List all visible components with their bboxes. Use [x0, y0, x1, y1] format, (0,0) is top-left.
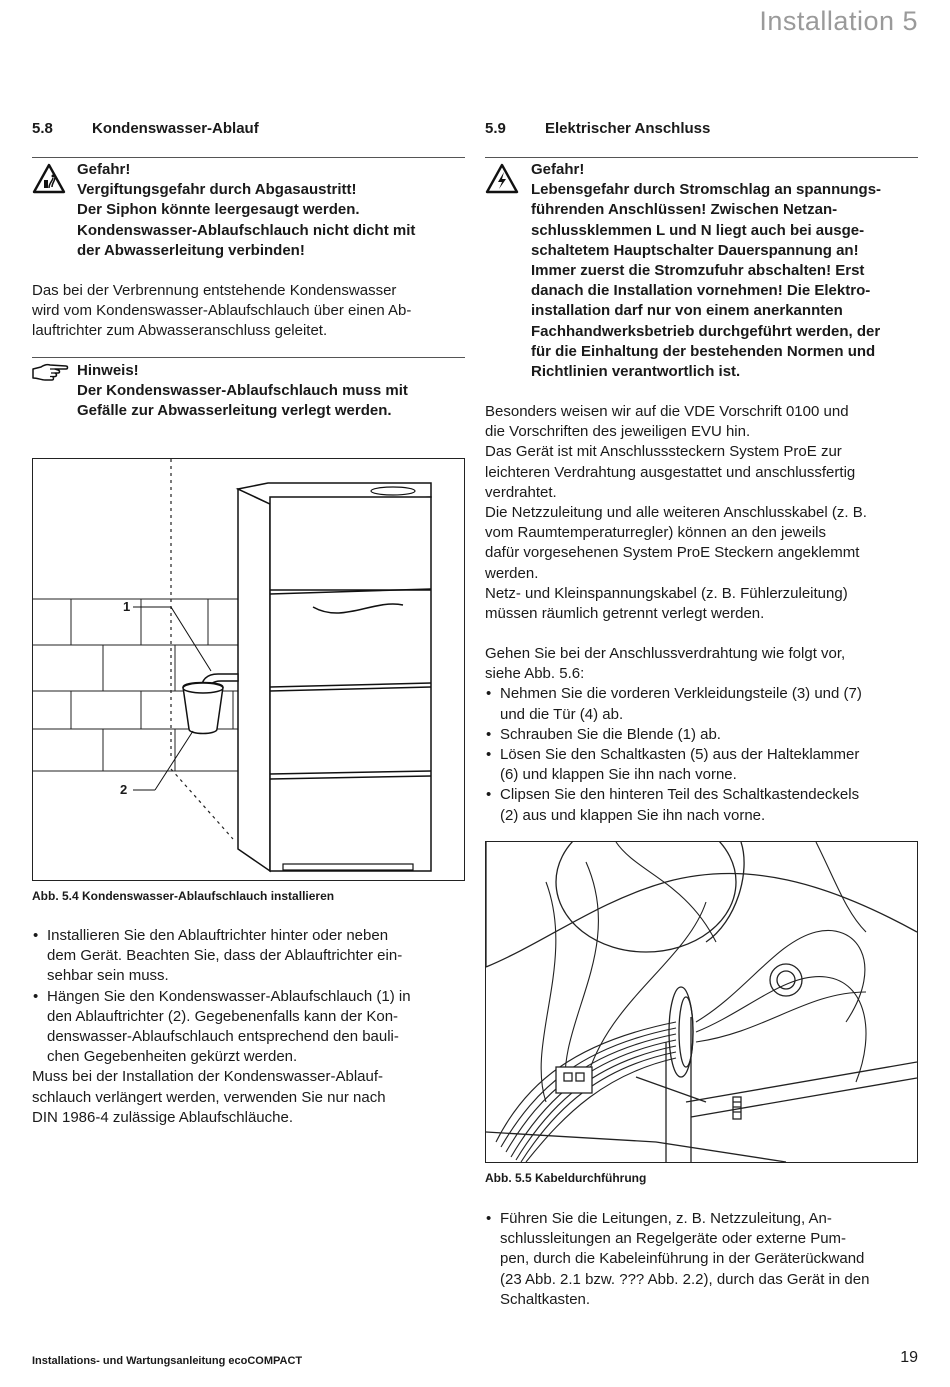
text-line: denswasser-Ablaufschlauch entsprechend den bauli-	[47, 1028, 399, 1046]
text-line: • Hängen Sie den Kondenswasser-Ablaufschlauch (1) in	[47, 987, 411, 1005]
intro-paragraph	[32, 281, 411, 342]
section-divider	[485, 157, 918, 158]
text-line: Schaltkasten.	[500, 1290, 591, 1308]
figure-caption-5-4: Abb. 5.4 Kondenswasser-Ablaufschlauch installieren	[32, 889, 335, 903]
condensate-hose-illustration	[33, 459, 464, 880]
figure-label-2: 2	[120, 782, 128, 797]
section-title: Kondenswasser-Ablauf	[92, 120, 259, 137]
vde-paragraph	[485, 402, 867, 624]
danger-warning-right	[531, 160, 881, 382]
section-number: 5.9	[485, 120, 506, 137]
note-divider	[32, 357, 465, 358]
text-line: Das bei der Verbrennung entstehende Kondenswasser	[32, 282, 397, 299]
text-line: siehe Abb. 5.6:	[485, 665, 585, 683]
text-line: (6) und klappen Sie ihn nach vorne.	[500, 766, 737, 784]
note-box	[77, 361, 408, 422]
section-heading-5-8	[32, 120, 259, 137]
warning-line: Der Siphon könnte leergesaugt werden.	[77, 201, 360, 219]
text-line: (2) aus und klappen Sie ihn nach vorne.	[500, 806, 766, 824]
note-title: Hinweis!	[77, 362, 139, 379]
text-line: • Nehmen Sie die vorderen Verkleidungsteile (3) und (7)	[500, 685, 862, 703]
warning-line: installation darf nur von einem anerkannten	[531, 302, 843, 320]
footer-manual-title: Installations- und Wartungsanleitung ecoCOMPACT	[32, 1355, 303, 1367]
text-line: • Führen Sie die Leitungen, z. B. Netzzuleitung, An-	[500, 1210, 832, 1227]
warning-line: Lebensgefahr durch Stromschlag an spannungs-	[531, 181, 882, 199]
text-line: schlussleitungen an Regelgeräte oder externe Pum-	[500, 1230, 847, 1248]
section-heading-5-9	[485, 120, 710, 137]
section-divider	[32, 157, 465, 158]
toxic-gas-warning-icon	[32, 163, 66, 200]
warning-line: Vergiftungsgefahr durch Abgasaustritt!	[77, 181, 357, 199]
text-line: dem Gerät. Beachten Sie, dass der Ablauftrichter ein-	[47, 947, 403, 965]
text-line: vom Raumtemperaturregler) können an den jeweils	[485, 524, 827, 542]
text-line: Gehen Sie bei der Anschlussverdrahtung wie folgt vor,	[485, 645, 846, 662]
wiring-steps	[485, 644, 918, 826]
warning-line: der Abwasserleitung verbinden!	[77, 241, 305, 259]
warning-line: Kondenswasser-Ablaufschlauch nicht dicht mit	[77, 221, 416, 239]
install-instructions-list	[32, 926, 465, 1128]
text-line: Muss bei der Installation der Kondenswasser-Ablauf-	[32, 1068, 384, 1086]
warning-line: danach die Installation vornehmen! Die Elektro-	[531, 282, 871, 300]
warning-line: schaltetem Hauptschalter Dauerspannung an!	[531, 241, 859, 259]
text-line: müssen räumlich getrennt verlegt werden.	[485, 605, 765, 623]
figure-cable-feedthrough	[485, 841, 918, 1163]
text-line: sehbar sein muss.	[47, 967, 169, 985]
text-line: • Clipsen Sie den hinteren Teil des Schaltkastendeckels	[500, 786, 860, 804]
text-line: die Vorschriften des jeweiligen EVU hin.	[485, 423, 751, 441]
list-item	[485, 785, 918, 825]
figure-caption-5-5: Abb. 5.5 Kabeldurchführung	[485, 1171, 647, 1185]
warning-line: schlussklemmen L und N liegt auch bei ausge-	[531, 221, 865, 239]
text-line: Die Netzzuleitung und alle weiteren Anschlusskabel (z. B.	[485, 504, 867, 522]
text-line: schlauch verlängert werden, verwenden Sie nur nach	[32, 1088, 386, 1106]
note-line: Der Kondenswasser-Ablaufschlauch muss mit	[77, 382, 408, 400]
text-line: und die Tür (4) ab.	[500, 705, 624, 723]
text-line: pen, durch die Kabeleinführung in der Geräterückwand	[500, 1250, 865, 1268]
text-line: Das Gerät ist mit Anschlusssteckern System ProE zur	[485, 443, 842, 461]
figure-label-1: 1	[123, 599, 131, 614]
note-line: Gefälle zur Abwasserleitung verlegt werden.	[77, 402, 392, 420]
section-title: Elektrischer Anschluss	[545, 120, 711, 137]
list-item	[485, 745, 918, 785]
section-number: 5.8	[32, 120, 53, 137]
text-line: • Lösen Sie den Schaltkasten (5) aus der Halteklammer	[500, 746, 860, 764]
text-line: lauftrichter zum Abwasseranschluss geleitet.	[32, 322, 328, 340]
warning-title: Gefahr!	[77, 161, 131, 178]
cable-routing-instruction	[485, 1209, 918, 1310]
text-line: leichteren Verdrahtung ausgestattet und anschlussfertig	[485, 463, 856, 481]
cable-feedthrough-illustration	[486, 842, 917, 1162]
danger-warning-left	[77, 160, 415, 261]
figure-condensate-hose	[32, 458, 465, 881]
page-number: 19	[900, 1349, 918, 1366]
text-line: Netz- und Kleinspannungskabel (z. B. Fühlerzuleitung)	[485, 584, 848, 602]
text-line: (23 Abb. 2.1 bzw. ??? Abb. 2.2), durch das Gerät in den	[500, 1270, 870, 1288]
text-line: chen Gegebenheiten gekürzt werden.	[47, 1048, 298, 1066]
text-line: • Schrauben Sie die Blende (1) ab.	[500, 725, 721, 743]
warning-line: Richtlinien verantwortlich ist.	[531, 363, 741, 381]
warning-line: Immer zuerst die Stromzufuhr abschalten! Erst	[531, 262, 865, 280]
warning-line: führenden Anschlüssen! Zwischen Netzan-	[531, 201, 838, 219]
text-line: verdrahtet.	[485, 483, 557, 501]
list-item	[485, 1209, 918, 1310]
warning-title: Gefahr!	[531, 161, 585, 178]
list-item	[32, 987, 465, 1068]
list-item	[32, 926, 465, 987]
list-item	[485, 684, 918, 724]
text-line: den Ablauftrichter (2). Gegebenenfalls kann der Kon-	[47, 1007, 399, 1025]
list-item	[485, 725, 918, 745]
page-header-title: Installation 5	[759, 6, 918, 36]
text-line: werden.	[485, 564, 539, 582]
text-line: Besonders weisen wir auf die VDE Vorschrift 0100 und	[485, 403, 849, 420]
text-line: dafür vorgesehenen System ProE Steckern angeklemmt	[485, 544, 860, 562]
text-line: • Installieren Sie den Ablauftrichter hinter oder neben	[47, 927, 389, 944]
warning-line: für die Einhaltung der bestehenden Normen und	[531, 342, 876, 360]
electric-shock-warning-icon	[485, 163, 519, 200]
pointing-hand-icon	[31, 361, 69, 390]
warning-line: Fachhandwerksbetrieb durchgeführt werden, der	[531, 322, 881, 340]
text-line: wird vom Kondenswasser-Ablaufschlauch über einen Ab-	[32, 302, 412, 320]
text-line: DIN 1986-4 zulässige Ablaufschläuche.	[32, 1108, 293, 1126]
